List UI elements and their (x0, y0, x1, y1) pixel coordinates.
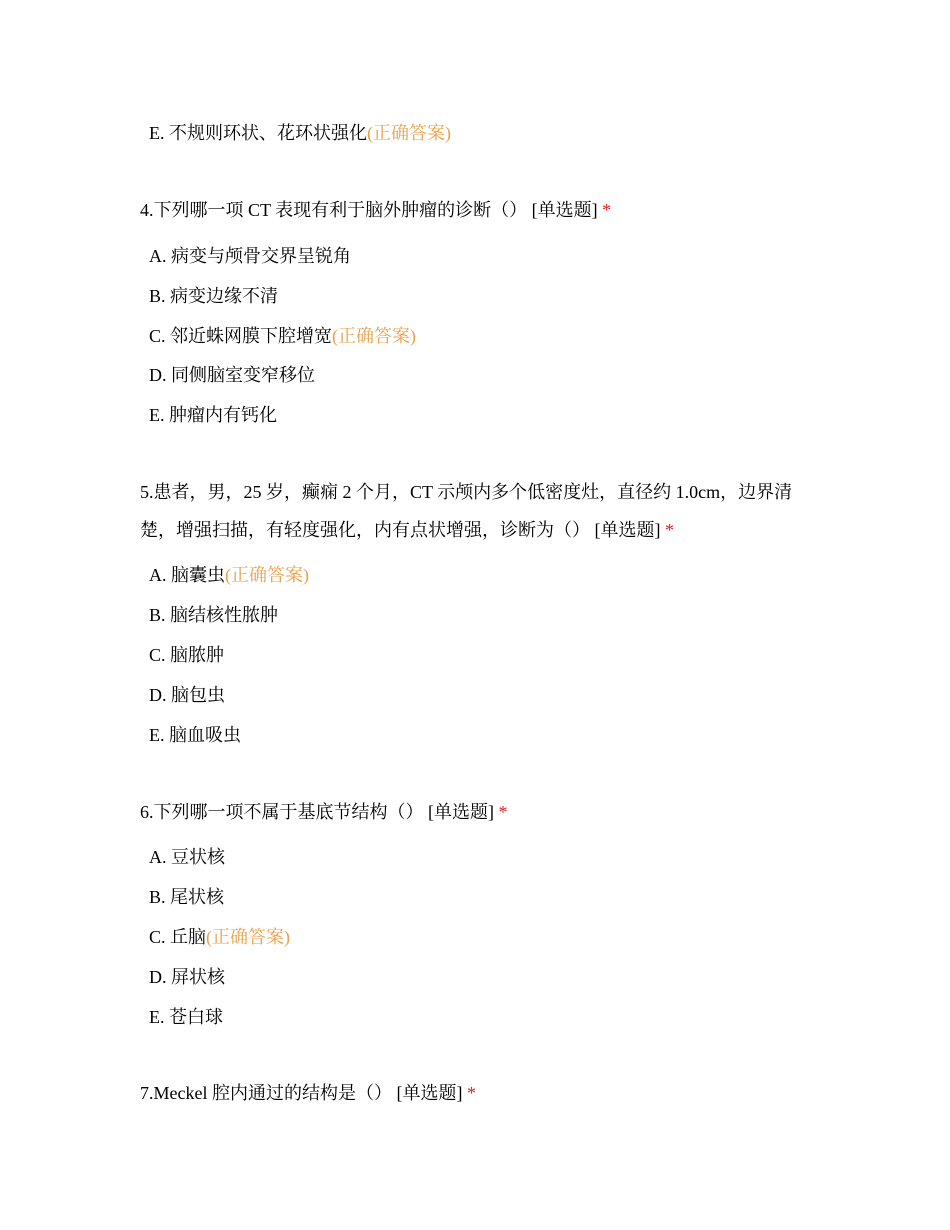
correct-answer-marker: (正确答案) (225, 565, 309, 585)
option-text: 脑包虫 (171, 685, 225, 705)
question-5-title (140, 473, 820, 549)
q4-option-c (149, 324, 416, 348)
q6-option-c (149, 925, 290, 949)
question-7-title (140, 1074, 820, 1112)
correct-answer-marker: (正确答案) (332, 326, 417, 346)
required-marker: * (498, 802, 508, 822)
q4-option-d (149, 363, 315, 387)
q4-option-e (149, 403, 277, 427)
q5-option-d (149, 683, 225, 707)
option-text: 脑结核性脓肿 (170, 605, 279, 625)
option-text: 肿瘤内有钙化 (169, 405, 277, 425)
required-marker: * (466, 1083, 476, 1103)
option-letter: A. (149, 565, 167, 585)
option-text: 脑脓肿 (170, 645, 225, 665)
option-text: 同侧脑室变窄移位 (171, 365, 315, 385)
option-letter: E. (149, 725, 165, 745)
correct-answer-marker: (正确答案) (206, 927, 291, 947)
option-text: 脑血吸虫 (169, 725, 241, 745)
option-text: 邻近蛛网膜下腔增宽 (170, 326, 333, 346)
option-text: 脑囊虫 (171, 565, 225, 585)
option-text: 尾状核 (170, 887, 225, 907)
q4-option-b (149, 284, 278, 308)
required-marker: * (602, 200, 612, 220)
option-letter: A. (149, 847, 167, 867)
question-text: 7.Meckel 腔内通过的结构是（） [单选题] (140, 1083, 463, 1103)
option-letter: D. (149, 685, 167, 705)
option-letter: D. (149, 967, 167, 987)
q3-option-e (149, 121, 451, 145)
option-letter: E. (149, 405, 165, 425)
option-letter: C. (149, 326, 166, 346)
q5-option-b (149, 603, 278, 627)
question-text: 5.患者，男，25 岁，癫痫 2 个月，CT 示颅内多个低密度灶，直径约 1.0cm，边界清楚，增强扫描，有轻度强化，内有点状增强，诊断为（） [单选题] (140, 482, 793, 540)
option-text: 屏状核 (171, 967, 225, 987)
q5-option-a (149, 563, 309, 587)
q4-option-a (149, 244, 351, 268)
q6-option-b (149, 885, 224, 909)
question-6-title (140, 793, 820, 831)
question-text: 6.下列哪一项不属于基底节结构（） [单选题] (140, 802, 494, 822)
option-letter: E. (149, 123, 165, 143)
q6-option-e (149, 1005, 223, 1029)
option-letter: E. (149, 1007, 165, 1027)
option-text: 不规则环状、花环状强化 (169, 123, 367, 143)
option-letter: B. (149, 887, 166, 907)
required-marker: * (665, 520, 674, 540)
q5-option-c (149, 643, 224, 667)
option-text: 豆状核 (171, 847, 225, 867)
option-letter: B. (149, 286, 166, 306)
option-letter: C. (149, 927, 166, 947)
option-letter: D. (149, 365, 167, 385)
question-4-title (140, 191, 820, 229)
option-letter: B. (149, 605, 166, 625)
q6-option-d (149, 965, 225, 989)
correct-answer-marker: (正确答案) (367, 123, 451, 143)
option-letter: C. (149, 645, 166, 665)
option-text: 病变与颅骨交界呈锐角 (171, 246, 351, 266)
option-letter: A. (149, 246, 167, 266)
q5-option-e (149, 723, 241, 747)
question-text: 4.下列哪一项 CT 表现有利于脑外肿瘤的诊断（） [单选题] (140, 200, 598, 220)
option-text: 病变边缘不清 (170, 286, 279, 306)
q6-option-a (149, 845, 225, 869)
option-text: 丘脑 (170, 927, 207, 947)
option-text: 苍白球 (169, 1007, 223, 1027)
